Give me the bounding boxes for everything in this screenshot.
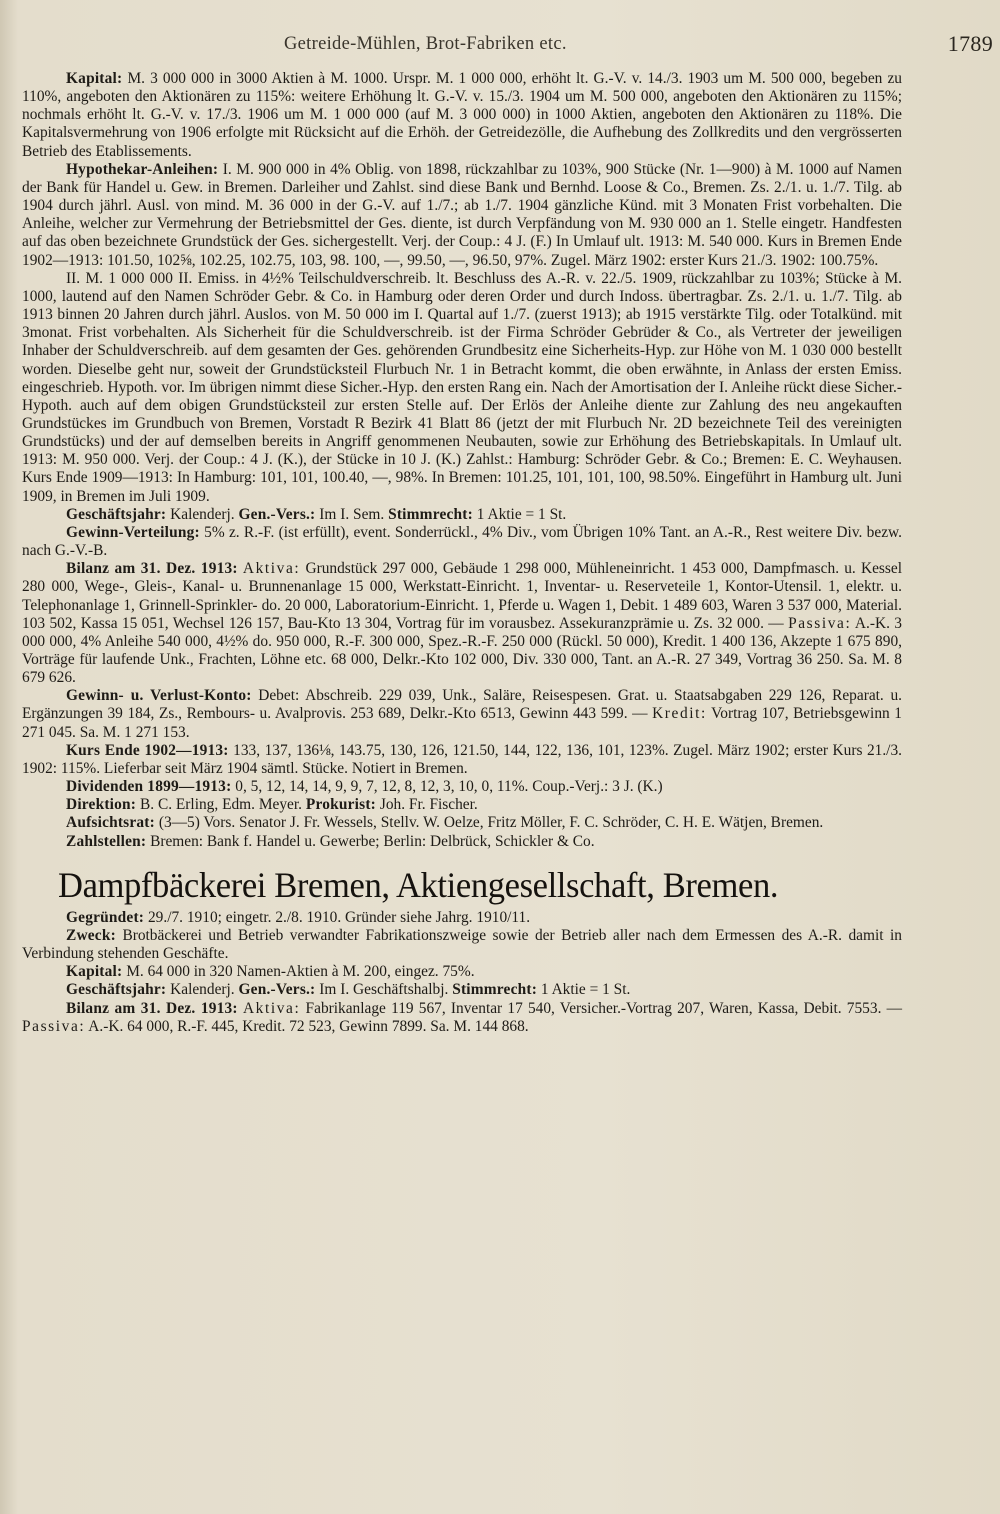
paragraph-emission-2 [22, 270, 902, 506]
paragraph-direktion [22, 796, 902, 814]
paragraph-bilanz-2 [22, 1000, 902, 1036]
paragraph-gewinn-verteilung [22, 524, 902, 560]
label-passiva-2: Passiva: [22, 1017, 86, 1035]
label-kapital: Kapital: [66, 70, 123, 87]
text-dividenden: 0, 5, 12, 14, 14, 9, 9, 7, 12, 8, 12, 3, 10, 0, 11%. Coup.-Verj.: 3 J. (K.) [235, 778, 663, 796]
text-zahlstellen: Bremen: Bank f. Handel u. Gewerbe; Berlin: Delbrück, Schickler & Co. [150, 832, 595, 850]
label-aufsichtsrat: Aufsichtsrat: [66, 814, 155, 832]
text-kapital: M. 3 000 000 in 3000 Aktien à M. 1000. Urspr. M. 1 000 000, erhöht lt. G.-V. v. 14./3. 1903 um M. 500 000, begeben zu 110%, angeboten den Aktionären zu 115%: weitere Erhöhung lt. G.-V. v. 15./3. 1904 um M. 500 000, angeboten den Aktionären zu 115%; nochmals erhöht lt. G.-V. v. 17./3. 1906 um M. 1 000 000 (auf M. 3 000 000) in 1000 Aktien, angeboten den Aktionären zu 118%. Die Kapitalsvermehrung von 1906 erfolgte mit Rücksicht auf die Erhöh. der Getreidezölle, die Aufhebung des Zollkredits und den vergrösserten Betrieb des Etablissements. [22, 70, 902, 160]
text-hypothekar-anleihen: I. M. 900 000 in 4% Oblig. von 1898, rückzahlbar zu 103%, 900 Stücke (Nr. 1—900) à M. 1000 auf Namen der Bank für Handel u. Gew. in Bremen. Darleiher und Zahlst. sind diese Bank und Bernhd. Loose & Co., Bremen. Zs. 2./1. u. 1./7. Tilg. ab 1904 durch jährl. Ausl. von mind. M. 36 000 in der G.-V. auf 1./7.; ab 1./7. 1904 gänzliche Künd. mit 3 Monaten Frist vorbehalten. Die Anleihe, welcher zur Vermehrung der Betriebsmittel der Ges. diente, ist durch Verpfändung von M. 930 000 an 1. Stelle eingetr. Handfesten auf das oben bezeichnete Grundstück der Ges. sichergestellt. Verj. der Coup.: 4 J. (F.) In Umlauf ult. 1913: M. 540 000. Kurs in Bremen Ende 1902—1913: 101.50, 102⅝, 102.25, 102.75, 103, 98. 100, —, 99.50, —, 96.50, 97%. Zugel. März 1902: erster Kurs 21./3. 1902: 100.75%. [22, 160, 902, 269]
running-header [22, 30, 993, 56]
label-aktiva: Aktiva: [242, 560, 301, 578]
paragraph-geschaeftsjahr-2 [22, 981, 902, 999]
paragraph-geschaeftsjahr [22, 506, 902, 524]
paragraph-zahlstellen [22, 833, 902, 851]
label-bilanz-2: Bilanz am 31. Dez. 1913: [66, 999, 238, 1017]
label-gen-vers: Gen.-Vers.: [238, 505, 316, 523]
label-kredit: Kredit: [652, 705, 707, 723]
paragraph-kurs [22, 742, 902, 778]
text-kredit: Vortrag 107, Betriebsgewinn 1 271 045. Sa. M. 1 271 153. [22, 705, 902, 741]
text-gewinn-verteilung: 5% z. R.-F. (ist erfüllt), event. Sonderrückl., 4% Div., vom Übrigen 10% Tant. an A.-R., Rest weitere Div. bezw. nach G.-V.-B. [22, 523, 902, 560]
label-geschaeftsjahr-2: Geschäftsjahr: [66, 981, 167, 999]
label-dividenden: Dividenden 1899—1913: [66, 778, 232, 796]
label-gewinn-verlust-konto: Gewinn- u. Verlust-Konto: [66, 687, 252, 705]
text-aktiva-2: Fabrikanlage 119 567, Inventar 17 540, Versicher.-Vortrag 207, Waren, Kassa, Debit. 7553. — [305, 999, 902, 1017]
label-prokurist: Prokurist: [305, 796, 376, 814]
label-geschaeftsjahr: Geschäftsjahr: [66, 505, 167, 523]
running-header-title: Getreide-Mühlen, Brot-Fabriken etc. [284, 34, 567, 54]
text-emission-2: II. M. 1 000 000 II. Emiss. in 4½% Teilschuldverschreib. lt. Beschluss des A.-R. v. 22./5. 1909, rückzahlbar zu 103%; Stücke à M. 1000, lautend auf den Namen Schröder Gebr. & Co. in Hamburg oder deren Order und durch Indoss. übertragbar. Zs. 2./1. u. 1./7. Tilg. ab 1913 binnen 20 Jahren durch jährl. Auslos. von M. 50 000 im I. Quartal auf 1./7. (zuerst 1913); ab 1915 verstärkte Tilg. oder Totalkünd. mit 3monat. Frist vorbehalten. Als Sicherheit für die Schuldverschreib. ist der Firma Schröder Gebrüder & Co., als Vertreter der jeweiligen Inhaber der Schuldverschreib. auf dem gesamten der Ges. gehörenden Grundbesitz eine Sicherheits-Hyp. zur Höhe von M. 1 030 000 bestellt worden. Dieselbe geht nur, soweit der Grundstücksteil Flurbuch Nr. 1 in Betracht kommt, die oben erwähnte, in Anlass der ersten Emiss. eingeschrieb. Hypoth. vor. Im übrigen nimmt diese Sicher.-Hyp. den ersten Rang ein. Nach der Amortisation der I. Anleihe rückt diese Sicher.-Hypoth. auch auf dem obigen Grundstücksteil zur ersten Stelle auf. Der Erlös der Anleihe diente zur Zahlung des neu angekauften Grundstückes im Grundbuch von Bremen, Vorstadt R Bezirk 41 Blatt 86 (jetzt der mit Flurbuch Nr. 2D bezeichnete Teil des vereinigten Grundstücks) und der auf demselben bereits in Angriff genommenen Neubauten, sowie zur Erhöhung des Betriebskapitals. In Umlauf ult. 1913: M. 950 000. Verj. der Coup.: 4 J. (K.), der Stücke in 10 J. (K.) Zahlst.: Hamburg: Schröder Gebr. & Co.; Bremen: E. C. Weyhausen. Kurs Ende 1909—1913: In Hamburg: 101, 101, 100.40, —, 98%. In Bremen: 101.25, 101, 101, 100, 98.50%. Eingeführt in Hamburg ult. Juni 1909, in Bremen im Juli 1909. [22, 269, 902, 505]
label-gegruendet: Gegründet: [66, 908, 145, 926]
label-direktion: Direktion: [66, 796, 137, 814]
text-stimmrecht: 1 Aktie = 1 St. [476, 505, 567, 523]
label-zahlstellen: Zahlstellen: [66, 832, 147, 850]
text-direktion: B. C. Erling, Edm. Meyer. [139, 796, 302, 814]
paragraph-hypothekar-anleihen [22, 161, 902, 270]
text-prokurist: Joh. Fr. Fischer. [379, 796, 478, 814]
company-entry-2 [22, 909, 902, 1036]
paragraph-dividenden [22, 778, 902, 796]
text-zweck: Brotbäckerei und Betrieb verwandter Fabrikationszweige sowie der Betrieb aller nach dem Ermessen des A.-R. damit in Verbindung stehenden Geschäfte. [22, 926, 902, 963]
text-passiva-2: A.-K. 64 000, R.-F. 445, Kredit. 72 523, Gewinn 7899. Sa. M. 144 868. [88, 1017, 529, 1035]
text-kapital-2: M. 64 000 in 320 Namen-Aktien à M. 200, eingez. 75%. [126, 963, 475, 981]
company-title: Dampfbäckerei Bremen, Aktiengesellschaft, Bremen. [58, 864, 779, 905]
text-gen-vers-2: Im I. Geschäftshalbj. [319, 981, 449, 999]
label-stimmrecht: Stimmrecht: [388, 505, 473, 523]
paragraph-gewinn-verlust-konto [22, 687, 902, 741]
paragraph-kapital-2 [22, 963, 902, 981]
paragraph-zweck [22, 927, 902, 963]
text-debet: Abschreib. 229 039, Unk., Saläre, Reisespesen. Grat. u. Staatsabgaben 229 126, Reparat. u. Ergänzungen 39 184, Zs., Rembours- u. Avalprovis. 253 689, Delkr.-Kto 6513, Gewinn 443 599. — [22, 687, 903, 723]
label-gewinn-verteilung: Gewinn-Verteilung: [66, 523, 200, 541]
text-stimmrecht-2: 1 Aktie = 1 St. [540, 981, 631, 999]
text-kurs: 133, 137, 136⅛, 143.75, 130, 126, 121.50, 144, 122, 136, 101, 123%. Zugel. März 1902; erster Kurs 21./3. 1902: 115%. Lieferbar seit März 1904 sämtl. Stücke. Notiert in Bremen. [22, 741, 903, 777]
text-gegruendet: 29./7. 1910; eingetr. 2./8. 1910. Gründer siehe Jahrg. 1910/11. [147, 908, 531, 926]
label-debet: Debet: [258, 687, 300, 705]
label-zweck: Zweck: [66, 926, 116, 944]
label-kurs: Kurs Ende 1902—1913: [66, 741, 229, 759]
page-number: 1789 [947, 31, 993, 56]
label-kapital-2: Kapital: [66, 963, 123, 981]
label-stimmrecht-2: Stimmrecht: [452, 981, 538, 999]
paragraph-gegruendet [22, 909, 902, 927]
text-gen-vers: Im I. Sem. [319, 505, 385, 523]
label-hypothekar-anleihen: Hypothekar-Anleihen: [66, 160, 219, 178]
text-aktiva: Grundstück 297 000, Gebäude 1 298 000, Mühleneinricht. 1 453 000, Dampfmasch. u. Kessel 280 000, Wege-, Gleis-, Kanal- u. Brunnenanlage 15 000, Werkstatt-Einricht. 1, Inventar- u. Reserveteile 1, Kontor-Utensil. 1, elektr. u. Telephonanlage 1, Grinnell-Sprinkler- do. 20 000, Laboratorium-Einricht. 1, Pferde u. Wagen 1, Debit. 1 489 603, Waren 3 537 000, Material. 103 502, Kassa 15 051, Wechsel 126 157, Bau-Kto 13 304, Vortrag für im vorausbez. Assekuranzprämie u. Zs. 32 000. — [22, 560, 902, 632]
paragraph-kapital [22, 70, 902, 161]
paragraph-aufsichtsrat [22, 814, 902, 832]
label-gen-vers-2: Gen.-Vers.: [238, 981, 316, 999]
text-geschaeftsjahr-2: Kalenderj. [170, 981, 235, 999]
text-geschaeftsjahr: Kalenderj. [170, 505, 235, 523]
company-entry-1 [22, 70, 902, 851]
label-aktiva-2: Aktiva: [242, 999, 301, 1017]
text-passiva: A.-K. 3 000 000, 4% Anleihe 540 000, 4½% do. 950 000, R.-F. 300 000, Spez.-R.-F. 250 000 (Rückl. 50 000), Kredit. 1 400 136, Akzepte 1 675 890, Vorträge für laufende Unk., Frachten, Löhne etc. 68 000, Delkr.-Kto 102 000, Div. 330 000, Tant. an A.-R. 27 349, Vortrag 36 250. Sa. M. 8 679 626. [22, 614, 902, 687]
paragraph-bilanz [22, 560, 902, 687]
label-passiva: Passiva: [788, 614, 852, 632]
text-aufsichtsrat: (3—5) Vors. Senator J. Fr. Wessels, Stellv. W. Oelze, Fritz Möller, F. C. Schröder, C. H. E. Wätjen, Bremen. [158, 814, 824, 832]
label-bilanz: Bilanz am 31. Dez. 1913: [66, 560, 238, 578]
